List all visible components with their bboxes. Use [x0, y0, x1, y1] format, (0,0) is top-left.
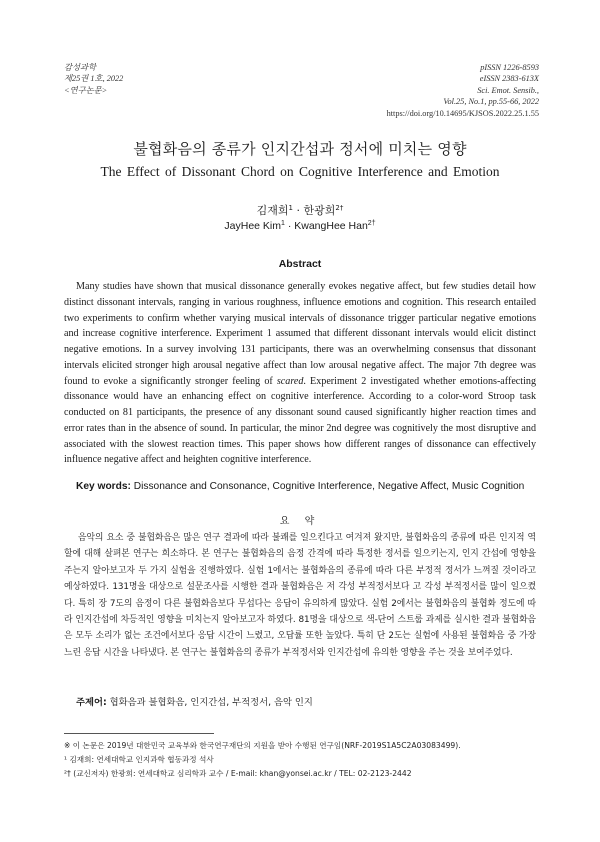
keywords-list: Dissonance and Consonance, Cognitive Interference, Negative Affect, Music Cognition — [130, 481, 525, 492]
pissn: pISSN 1226-8593 — [480, 63, 539, 72]
footnote-divider — [64, 733, 214, 734]
author-2-ko: 한광희 — [303, 204, 336, 217]
footnote-corresponding-author: ²† (교신저자) 한광희: 연세대학교 심리학과 교수 / E-mail: khan@yonsei.ac.kr / TEL: 02-2123-2442 — [64, 769, 412, 778]
paper-title-english: The Effect of Dissonant Chord on Cognitive Interference and Emotion — [100, 164, 500, 179]
author-1-en: JayHee Kim — [224, 220, 281, 232]
footnotes — [64, 739, 544, 781]
journal-header-left — [64, 62, 123, 96]
article-type: <연구논문> — [64, 85, 108, 95]
authors-korean — [0, 202, 600, 218]
keywords-label: Key words: — [76, 481, 131, 492]
footnote-author-1: ¹ 김재희: 연세대학교 인지과학 협동과정 석사 — [64, 755, 214, 764]
author-separator: · — [293, 204, 304, 217]
footnote-funding: ※ 이 논문은 2019년 대한민국 교육부와 한국연구재단의 지원을 받아 수행된 연구임(NRF-2019S1A5C2A03083499). — [64, 741, 461, 750]
author-1-affil: 1 — [288, 204, 293, 212]
journal-header-right — [387, 62, 539, 119]
author-1-affil: 1 — [281, 220, 285, 227]
korean-keywords-label: 주제어: — [76, 697, 107, 708]
abstract-body — [64, 279, 536, 468]
author-separator: · — [284, 220, 295, 232]
author-2-affil: 2† — [335, 204, 344, 212]
volume-pages: Vol.25, No.1, pp.55-66, 2022 — [443, 97, 539, 107]
doi-link[interactable]: https://doi.org/10.14695/KJSOS.2022.25.1.55 — [386, 108, 539, 118]
abstract-heading: Abstract — [278, 258, 322, 270]
abstract-italic-term: scared — [276, 375, 304, 387]
journal-abbrev: Sci. Emot. Sensib., — [477, 85, 539, 95]
author-1-ko: 김재희 — [256, 204, 289, 217]
abstract-text-part1: Many studies have shown that musical dissonance generally evokes negative affect, but few studies detail how distinct dissonant intervals, ranging in various roughness, influence emotions and cognition. This research entailed two experiments to confirm whether varying musical intervals of dissonance trigger particular negative emotions and increase cognitive interference. Experiment 1 assumed that different dissonant intervals would elicit distinct negative emotions. In a survey involving 131 participants, there was an overwhelming consensus that dissonant intervals elicited stronger high arousal negative affect than low arousal negative affect. The major 7th degree was found to evoke a significantly stronger feeling of — [64, 281, 536, 387]
author-2-affil: 2† — [367, 220, 376, 227]
keywords — [76, 481, 546, 492]
korean-keywords-list: 협화음과 불협화음, 인지간섭, 부적정서, 음악 인지 — [106, 697, 313, 708]
author-2-en: KwangHee Han — [294, 220, 368, 232]
abstract-text-part2: . Experiment 2 investigated whether emotions-affecting dissonance would have an enhancing effect on cognitive interference. According to a color-word Stroop task conducted on 81 participants, the presence of any dissonant sound caused significantly higher reaction times and error rates than in the absence of sound. In particular, the minor 2nd degree was cognitively the most disruptive and associated with the slowest reaction times. This paper shows how different ranges of dissonance can effectively influence negative affect and heighten cognitive interference. — [64, 375, 536, 466]
journal-name: 감성과학 — [64, 63, 97, 72]
authors-english — [0, 220, 600, 232]
journal-volume: 제25권 1호, 2022 — [64, 74, 124, 84]
korean-abstract-heading: 요 약 — [279, 516, 321, 527]
eissn: eISSN 2383-613X — [479, 74, 539, 84]
korean-keywords — [76, 694, 546, 708]
korean-abstract-body: 음악의 요소 중 불협화음은 많은 연구 결과에 따라 불쾌를 일으킨다고 여겨져 왔지만, 불협화음의 종류에 따른 인지적 역할에 대해 살펴본 연구는 희소하다. 본 연구는 불협화음의 음정 간격에 따라 특정한 정서를 일으키는지, 인지 간섭에 영향을 주는지 알아보고자 두 가지 실험을 진행하였다. 실험 1에서는 불협화음의 종류에 따라 다른 부정적 정서가 느껴질 것이라고 예상하였다. 131명을 대상으로 설문조사를 시행한 결과 불협화음은 저 각성 부적정서보다 고 각성 부적정서를 많이 일으켰다. 특히 장 7도의 음정이 다른 불협화음보다 무섭다는 응답이 유의하게 많았다. 실험 2에서는 불협화음의 불협화 정도에 따라 인지간섭에 차등적인 영향을 미치는지 알아보고자 하였다. 81명을 대상으로 색-단어 스트룹 과제를 실시한 결과 불협화음은 모두 소리가 없는 조건에서보다 응답 시간이 느렸고, 오답률 또한 높았다. 특히 단 2도는 실험에 사용된 불협화음 중 가장 느린 응답 시간을 나타냈다. 본 연구는 불협화음의 종류가 부적정서와 인지간섭에 유의한 영향을 주는 것을 보여주었다. — [64, 533, 536, 658]
paper-title-korean: 불협화음의 종류가 인지간섭과 정서에 미치는 영향 — [133, 140, 467, 158]
